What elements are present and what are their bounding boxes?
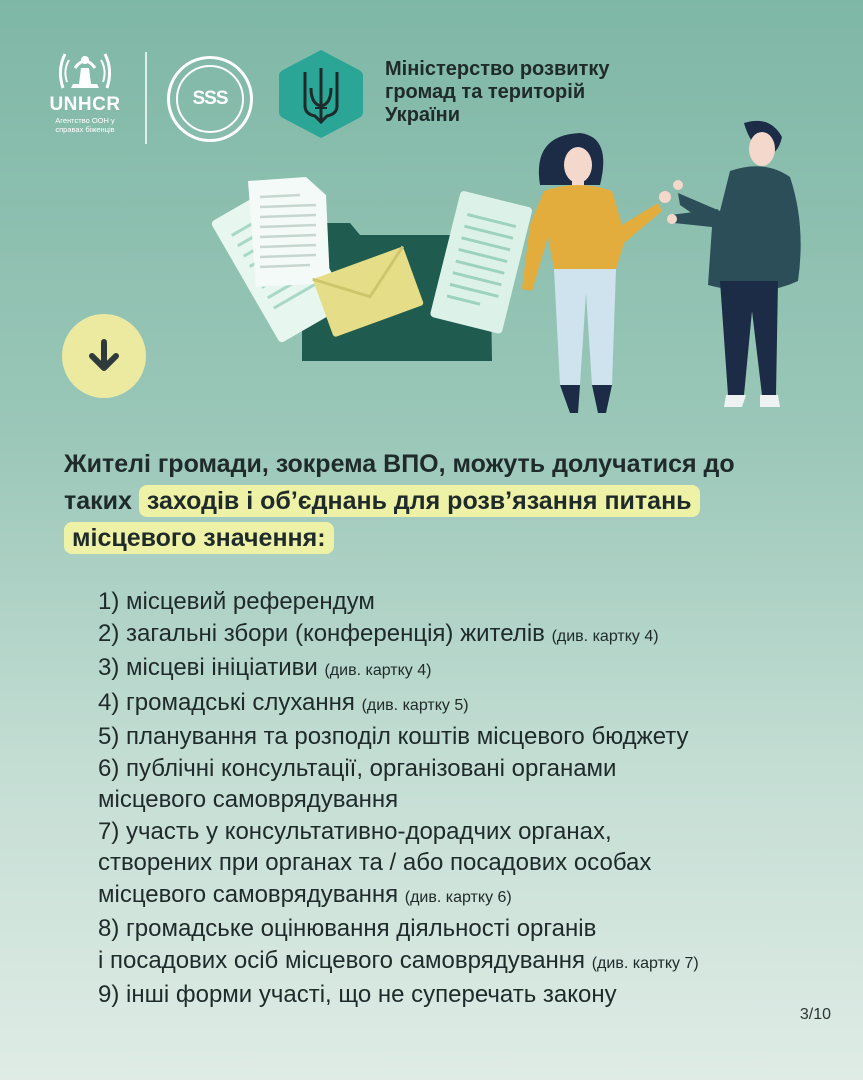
woman-figure xyxy=(522,133,671,413)
list-item-text: 4) громадські слухання xyxy=(98,688,355,716)
list-item-text: створених при органах та / або посадових особах xyxy=(98,849,652,876)
sss-logo-text: SSS xyxy=(176,65,244,133)
list-item xyxy=(98,721,838,753)
unhcr-emblem-icon xyxy=(53,48,117,92)
page-indicator: 3/10 xyxy=(799,1006,831,1023)
participation-forms-list xyxy=(98,586,838,1011)
header-divider xyxy=(145,52,147,144)
list-item-text: і посадових осіб місцевого самоврядування xyxy=(98,946,586,974)
list-item xyxy=(98,816,838,848)
list-item-text: 6) публічні консультації, організовані органами xyxy=(98,754,617,782)
list-item-text: 5) планування та розподіл коштів місцевого бюджету xyxy=(98,723,689,750)
list-item-text: місцевого самоврядування xyxy=(98,786,399,813)
list-item-text: 2) загальні збори (конференція) жителів xyxy=(98,619,545,647)
main-heading xyxy=(64,446,804,557)
ministry-line-2: громад та територій xyxy=(385,81,586,103)
man-figure xyxy=(667,121,801,407)
card-reference-note: (див. картку 7) xyxy=(591,954,699,972)
unhcr-tagline: Агентство ООН у справах біженців xyxy=(55,116,115,134)
list-item xyxy=(98,753,838,785)
list-item-text: 1) місцевий референдум xyxy=(98,588,375,615)
list-item xyxy=(98,979,838,1011)
ministry-line-3: України xyxy=(385,104,461,126)
unhcr-name: UNHCR xyxy=(49,94,121,115)
ministry-line-1: Міністерство розвитку xyxy=(385,58,610,80)
list-item-text: 3) місцеві ініціативи xyxy=(98,654,318,681)
list-item xyxy=(98,879,838,914)
heading-text: Жителі громади, зокрема ВПО, можуть долучатися до таких xyxy=(64,450,735,515)
list-item xyxy=(98,847,838,879)
arrow-down-icon xyxy=(84,336,124,376)
illustration xyxy=(160,115,820,415)
list-item xyxy=(98,618,838,653)
list-item-text: 9) інші форми участі, що не суперечать закону xyxy=(98,981,617,1008)
card-reference-note: (див. картку 6) xyxy=(404,888,512,906)
list-item xyxy=(98,652,838,687)
scroll-down-button[interactable] xyxy=(62,314,146,398)
heading-highlight: заходів і об’єднань для розв’язання питань місцевого значення: xyxy=(64,485,700,554)
list-item xyxy=(98,687,838,722)
list-item xyxy=(98,784,838,816)
unhcr-logo xyxy=(45,48,125,134)
card-reference-note: (див. картку 4) xyxy=(551,627,659,645)
list-item-text: 7) участь у консультативно-дорадчих органах, xyxy=(98,817,612,845)
list-item-text: місцевого самоврядування xyxy=(98,880,399,908)
list-item xyxy=(98,945,838,980)
card-reference-note: (див. картку 5) xyxy=(361,696,469,714)
list-item-text: 8) громадське оцінювання діяльності органів xyxy=(98,915,597,942)
card-reference-note: (див. картку 4) xyxy=(324,662,432,679)
list-item xyxy=(98,913,838,945)
list-item xyxy=(98,586,838,618)
